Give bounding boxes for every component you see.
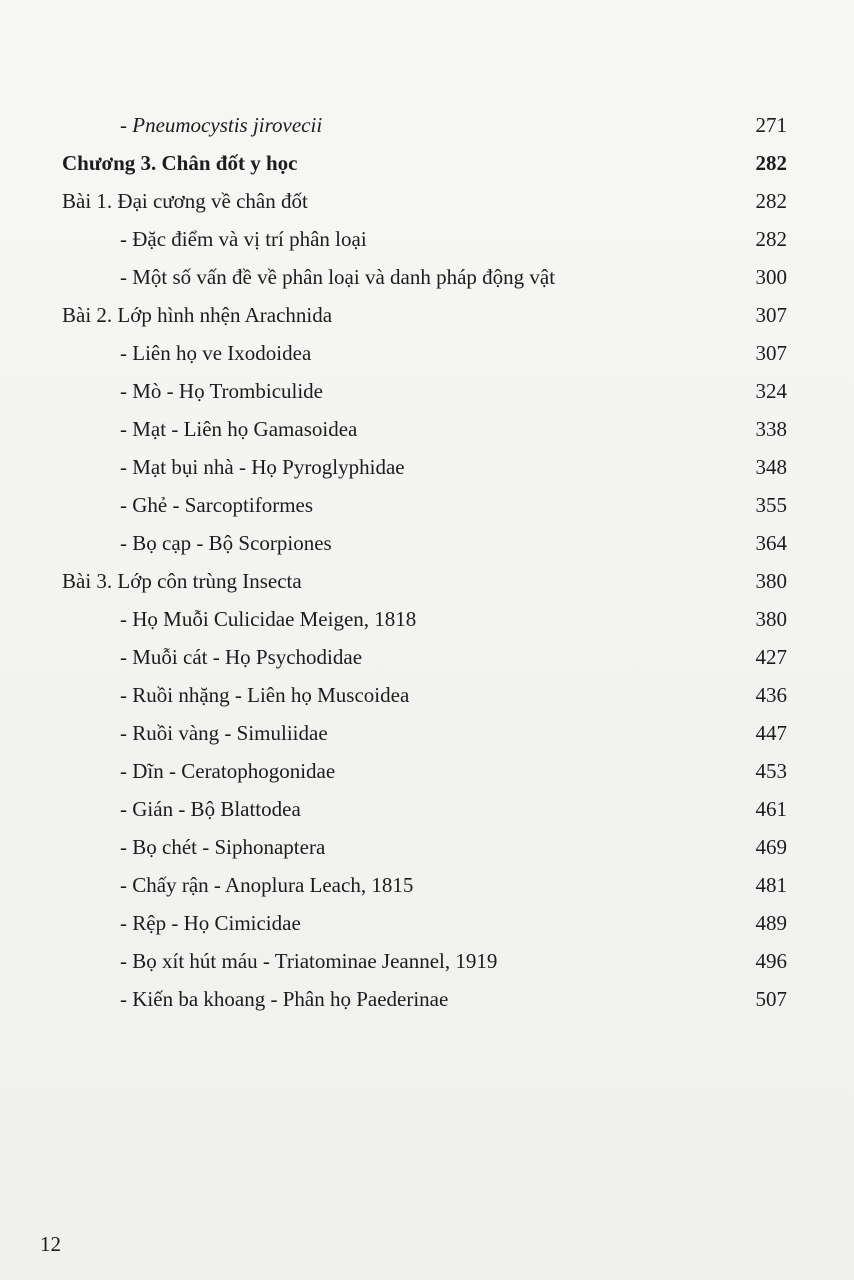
toc-entry: [0, 980, 854, 1018]
toc-entry-page: 324: [755, 379, 787, 403]
toc-entry-page: 380: [755, 607, 787, 631]
toc-entry: [0, 714, 854, 752]
toc-entry: [0, 486, 854, 524]
toc-entry: [0, 524, 854, 562]
toc-entry-page: 282: [755, 151, 787, 175]
toc-entry-page: 380: [755, 569, 787, 593]
toc-lesson-heading: [0, 562, 854, 600]
toc-entry-title: Bài 3. Lớp côn trùng Insecta: [62, 569, 302, 593]
toc-entry-page: 338: [755, 417, 787, 441]
toc-entry-page: 447: [755, 721, 787, 745]
toc-entry: [0, 258, 854, 296]
toc-entry-title: - Liên họ ve Ixodoidea: [120, 341, 312, 365]
toc-entry: [0, 410, 854, 448]
toc-entry-page: 300: [755, 265, 787, 289]
toc-entry: [0, 334, 854, 372]
toc-entry-title: - Mạt - Liên họ Gamasoidea: [120, 417, 358, 441]
toc-entry-title: - Bọ cạp - Bộ Scorpiones: [120, 531, 332, 555]
toc-entry-page: 469: [755, 835, 787, 859]
toc-entry-page: 348: [755, 455, 787, 479]
toc-entry-title: Bài 2. Lớp hình nhện Arachnida: [62, 303, 333, 327]
toc-entry-title: - Dĩn - Ceratophogonidae: [120, 759, 336, 783]
toc-entry: [0, 752, 854, 790]
toc-entry-page: 282: [755, 227, 787, 251]
toc-entry-title: - Bọ chét - Siphonaptera: [120, 835, 326, 859]
toc-entry-title: - Bọ xít hút máu - Triatominae Jeannel, 1919: [120, 949, 498, 973]
toc-entry-page: 364: [755, 531, 787, 555]
toc-entry: [0, 676, 854, 714]
toc-entry: [0, 942, 854, 980]
toc-entry-title: - Mạt bụi nhà - Họ Pyroglyphidae: [120, 455, 405, 479]
toc-entry-title: - Gián - Bộ Blattodea: [120, 797, 301, 821]
toc-entry-title: - Ruồi nhặng - Liên họ Muscoidea: [120, 683, 410, 707]
toc-entry-title: - Chấy rận - Anoplura Leach, 1815: [120, 873, 414, 897]
toc-entry: [0, 372, 854, 410]
toc-chapter-heading: [0, 144, 854, 182]
toc-entry-title: Bài 1. Đại cương về chân đốt: [62, 189, 308, 213]
toc-entry-page: 307: [755, 303, 787, 327]
toc-entry: [0, 866, 854, 904]
toc-entry: [0, 828, 854, 866]
toc-entry-title: - Ruồi vàng - Simuliidae: [120, 721, 328, 745]
toc-entry: [0, 106, 854, 144]
toc-entry: [0, 638, 854, 676]
toc-entry: [0, 448, 854, 486]
toc-entry-page: 355: [755, 493, 787, 517]
toc-entry-title: - Kiến ba khoang - Phân họ Paederinae: [120, 987, 449, 1011]
toc-entry-page: 496: [755, 949, 787, 973]
toc-entry-page: 282: [755, 189, 787, 213]
toc-entry-title: - Muỗi cát - Họ Psychodidae: [120, 645, 363, 669]
toc-entry-title: - Mò - Họ Trombiculide: [120, 379, 324, 403]
page-number: 12: [40, 1232, 61, 1256]
toc-entry-title: - Ghẻ - Sarcoptiformes: [120, 493, 314, 517]
toc-entry-page: 453: [755, 759, 787, 783]
table-of-contents: [0, 106, 854, 1018]
toc-entry-title: Chương 3. Chân đốt y học: [62, 151, 298, 175]
toc-entry-page: 461: [755, 797, 787, 821]
toc-entry: [0, 220, 854, 258]
toc-entry: [0, 790, 854, 828]
toc-entry-title: - Đặc điểm và vị trí phân loại: [120, 227, 367, 251]
toc-entry-page: 436: [755, 683, 787, 707]
toc-entry: [0, 904, 854, 942]
toc-entry-title: - Pneumocystis jirovecii: [120, 113, 323, 137]
toc-entry-title: - Một số vấn đề về phân loại và danh pháp động vật: [120, 265, 556, 289]
toc-entry-page: 307: [755, 341, 787, 365]
toc-entry-page: 507: [755, 987, 787, 1011]
toc-lesson-heading: [0, 182, 854, 220]
toc-entry-page: 271: [755, 113, 787, 137]
toc-lesson-heading: [0, 296, 854, 334]
toc-entry-page: 481: [755, 873, 787, 897]
toc-entry-title: - Họ Muỗi Culicidae Meigen, 1818: [120, 607, 417, 631]
toc-entry-page: 427: [755, 645, 787, 669]
toc-entry-title: - Rệp - Họ Cimicidae: [120, 911, 301, 935]
toc-entry-page: 489: [755, 911, 787, 935]
toc-entry: [0, 600, 854, 638]
